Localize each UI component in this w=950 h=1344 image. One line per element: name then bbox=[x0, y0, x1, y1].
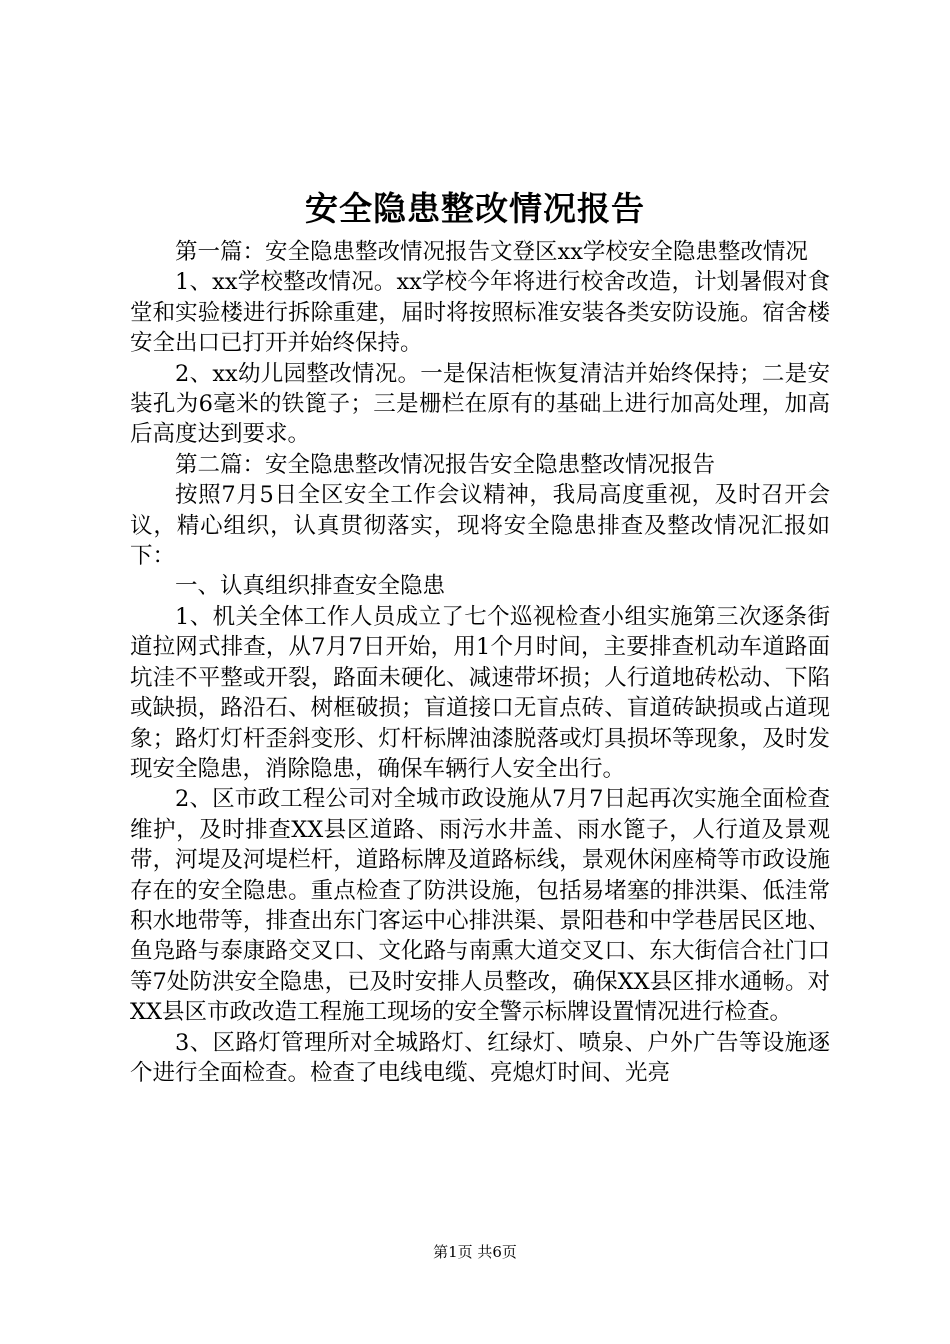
paragraph-item-2: 2、区市政工程公司对全城市政设施从7月7日起再次实施全面检查维护，及时排查XX县区道路、雨污水井盖、雨水篦子，人行道及景观带，河堤及河堤栏杆，道路标牌及道路标线，景观休闲座椅等市政设施存在的安全隐患。重点检查了防洪设施，包括易堵塞的排洪渠、低洼常积水地带等，排查出东门客运中心排洪渠、景阳巷和中学巷居民区地、鱼凫路与泰康路交叉口、文化路与南熏大道交叉口、东大街信合社门口等7处防洪安全隐患，已及时安排人员整改，确保XX县区排水通畅。对XX县区市政改造工程施工现场的安全警示标牌设置情况进行检查。 bbox=[130, 786, 830, 1026]
page-number-footer: 第1页 共6页 bbox=[433, 1243, 517, 1261]
paragraph-part-two-heading: 第二篇：安全隐患整改情况报告安全隐患整改情况报告 bbox=[175, 451, 716, 478]
paragraph-item-3: 3、区路灯管理所对全城路灯、红绿灯、喷泉、户外广告等设施逐个进行全面检查。检查了电线电缆、亮熄灯时间、光亮 bbox=[130, 1029, 830, 1086]
paragraph-part-one-heading: 第一篇：安全隐患整改情况报告文登区xx学校安全隐患整改情况 bbox=[175, 239, 808, 265]
document-title: 安全隐患整改情况报告 bbox=[305, 189, 645, 228]
paragraph-item-1: 1、机关全体工作人员成立了七个巡视检查小组实施第三次逐条街道拉网式排查，从7月7日开始，用1个月时间，主要排查机动车道路面坑洼不平整或开裂，路面未硬化、减速带坏损；人行道地砖松动、下陷或缺损，路沿石、树框破损；盲道接口无盲点砖、盲道砖缺损或占道现象；路灯灯杆歪斜变形、灯杆标牌油漆脱落或灯具损坏等现象，及时发现安全隐患，消除隐患，确保车辆行人安全出行。 bbox=[130, 603, 830, 782]
section-heading-inspection: 一、认真组织排查安全隐患 bbox=[175, 573, 446, 600]
document-body bbox=[130, 237, 830, 1088]
paragraph-introduction: 按照7月5日全区安全工作会议精神，我局高度重视，及时召开会议，精心组织，认真贯彻落实，现将安全隐患排查及整改情况汇报如下： bbox=[130, 482, 830, 570]
paragraph-school-rectification: 1、xx学校整改情况。xx学校今年将进行校舍改造，计划暑假对食堂和实验楼进行拆除重建，届时将按照标准安装各类安防设施。宿舍楼安全出口已打开并始终保持。 bbox=[130, 269, 830, 357]
paragraph-kindergarten-rectification: 2、xx幼儿园整改情况。一是保洁柜恢复清洁并始终保持；二是安装孔为6毫米的铁篦子；三是栅栏在原有的基础上进行加高处理，加高后高度达到要求。 bbox=[130, 360, 830, 448]
